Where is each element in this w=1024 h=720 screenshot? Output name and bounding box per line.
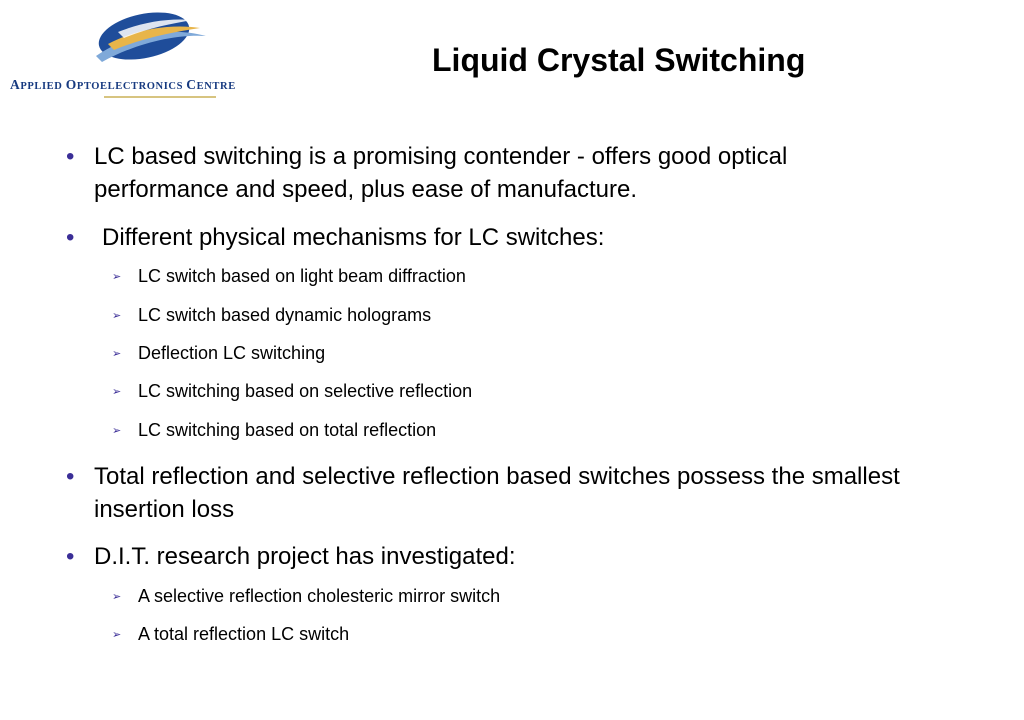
applied-optoelectronics-logo [0, 0, 300, 110]
arrow-bullet-icon: ➢ [112, 629, 122, 641]
bullet-text: LC based switching is a promising contender - offers good optical performance and speed, plus ease of manufacture. [94, 143, 788, 203]
arrow-bullet-icon: ➢ [112, 386, 122, 398]
bullet-dot-icon: • [66, 224, 75, 251]
sub-bullet-text: Deflection LC switching [138, 343, 326, 363]
sub-bullet-text: LC switch based dynamic holograms [138, 305, 432, 325]
arrow-bullet-icon: ➢ [112, 271, 122, 283]
arrow-bullet-icon: ➢ [112, 310, 122, 322]
slide-title: Liquid Crystal Switching [432, 42, 806, 78]
bullet-dot-icon: • [66, 463, 75, 490]
arrow-bullet-icon: ➢ [112, 348, 122, 360]
sub-bullet-text: A selective reflection cholesteric mirror switch [138, 586, 501, 606]
bullet-dot-icon: • [66, 143, 75, 170]
arrow-bullet-icon: ➢ [112, 425, 122, 437]
logo-underline [104, 96, 216, 98]
bullet-dot-icon: • [66, 543, 75, 570]
logo-emblem-icon [88, 6, 208, 76]
sub-bullet-text: LC switch based on light beam diffraction [138, 266, 466, 286]
bullet-text: Total reflection and selective reflection based switches possess the smallest insertion loss [94, 463, 900, 523]
bullet-text: D.I.T. research project has investigated: [94, 543, 516, 570]
sub-bullet-text: LC switching based on selective reflection [138, 381, 473, 401]
sub-bullet-text: A total reflection LC switch [138, 624, 350, 644]
sub-bullet-text: LC switching based on total reflection [138, 420, 437, 440]
logo-wordmark: APPLIED OPTOELECTRONICS CENTRE [10, 77, 236, 92]
arrow-bullet-icon: ➢ [112, 591, 122, 603]
bullet-text: Different physical mechanisms for LC switches: [102, 224, 605, 251]
